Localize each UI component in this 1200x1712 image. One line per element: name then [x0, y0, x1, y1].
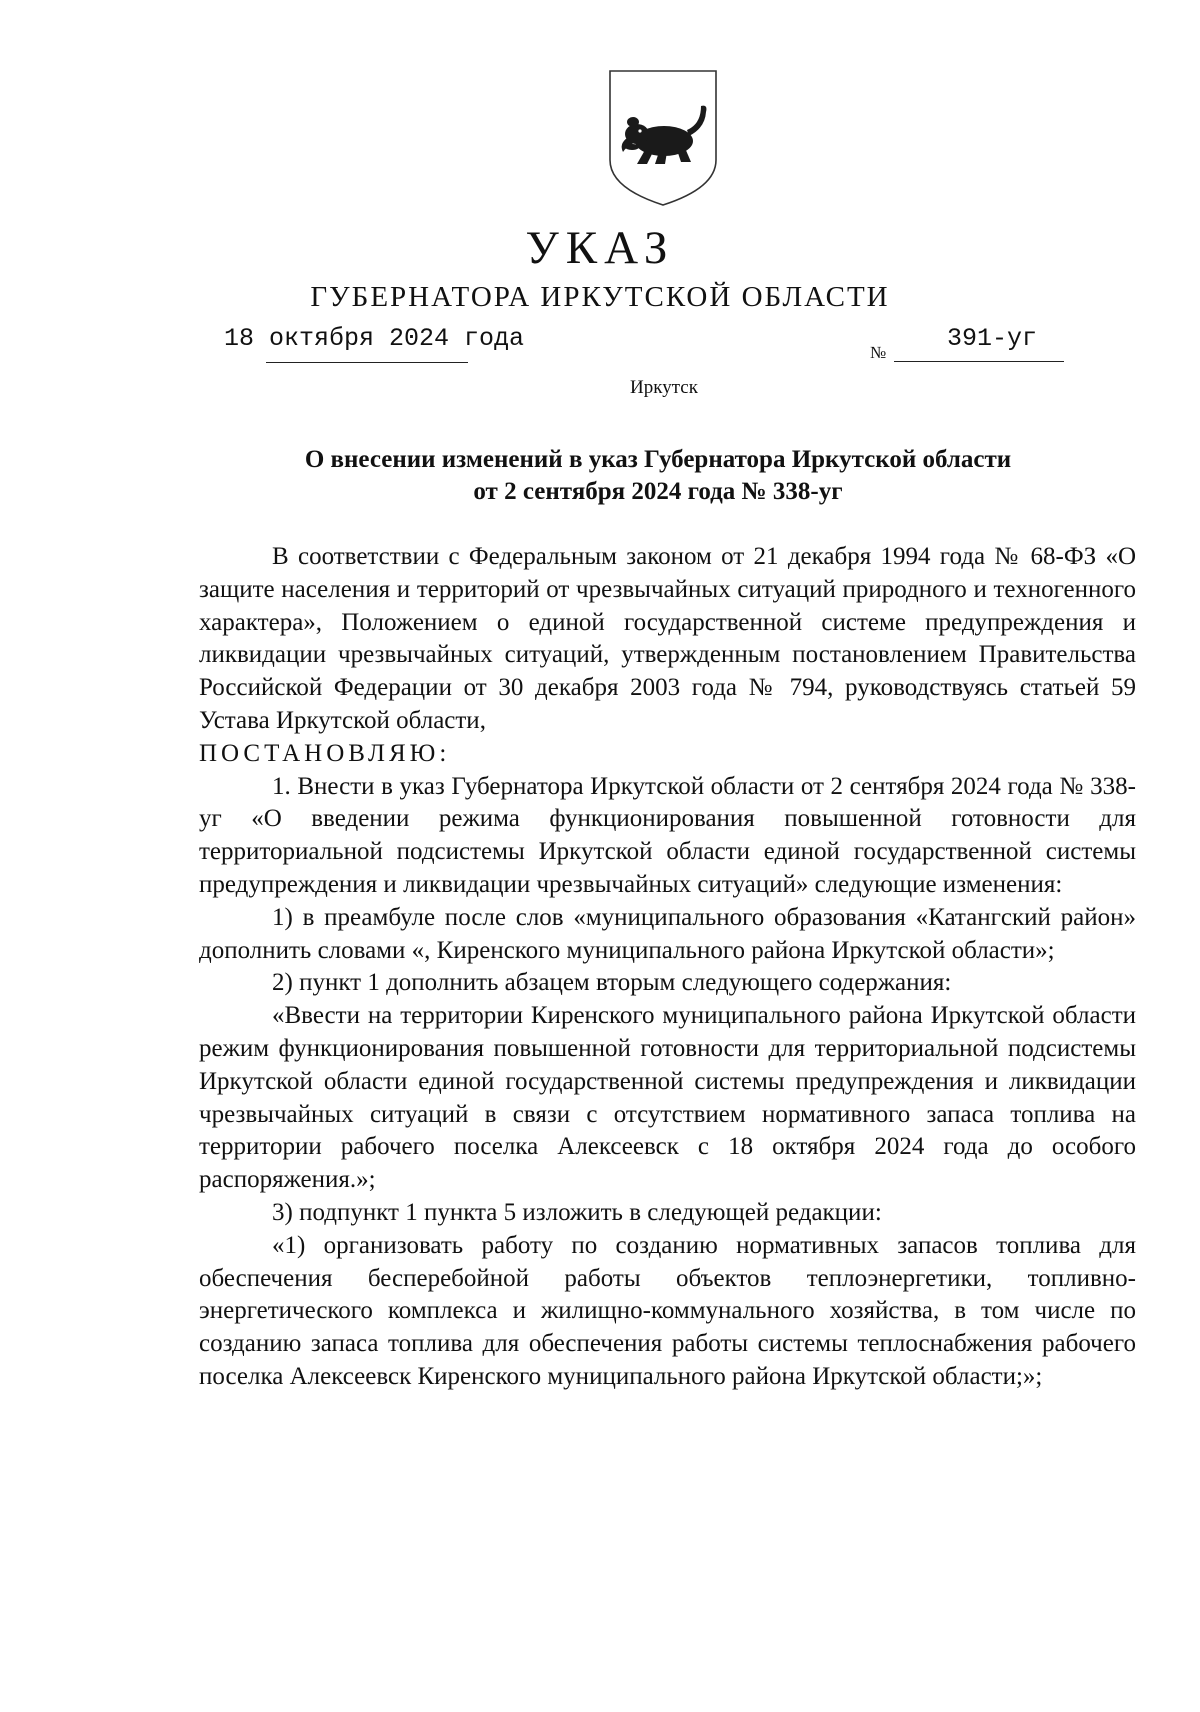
document-heading [0, 444, 1200, 508]
number-sign: № [870, 343, 887, 362]
subitem-2-text-paragraph: «Ввести на территории Киренского муниципального района Иркутской области режим функционирования повышенной готовности для территориальной подсистемы Иркутской области единой государственной системы предупреждения и ликвидации чрезвычайных ситуаций в связи с отсутствием нормативного запаса топлива на территории рабочего поселка Алексеевск с 18 октября 2024 года до особого распоряжения.»; [199, 1002, 1136, 1194]
subitem-2-paragraph: 2) пункт 1 дополнить абзацем вторым следующего содержания: [272, 969, 952, 997]
decree-date: 18 октября 2024 года [224, 324, 525, 353]
document-body [199, 541, 1136, 1394]
date-underline [266, 362, 468, 363]
subitem-3-paragraph: 3) подпункт 1 пункта 5 изложить в следующей редакции: [272, 1198, 882, 1226]
irkutsk-coat-of-arms-icon [607, 68, 719, 208]
heading-line-2: от 2 сентября 2024 года № 338-уг [473, 478, 843, 505]
subitem-1-paragraph: 1) в преамбуле после слов «муниципального образования «Катангский район» дополнить словами «, Киренского муниципального района Иркутской области»; [199, 903, 1136, 964]
number-underline [894, 361, 1064, 362]
decree-word: ПОСТАНОВЛЯЮ: [199, 739, 451, 767]
document-type: УКАЗ [525, 222, 675, 274]
decree-number: 391-уг [947, 324, 1038, 353]
issue-city: Иркутск [630, 377, 698, 398]
heading-line-1: О внесении изменений в указ Губернатора Иркутской области [304, 446, 1012, 473]
issuer-title: ГУБЕРНАТОРА ИРКУТСКОЙ ОБЛАСТИ [310, 281, 890, 313]
preamble-paragraph: В соответствии с Федеральным законом от 21 декабря 1994 года № 68-ФЗ «О защите населения и территорий от чрезвычайных ситуаций природного и техногенного характера», Положением о единой государственной системе предупреждения и ликвидации чрезвычайных ситуаций, утвержденным постановлением Правительства Российской Федерации от 30 декабря 2003 года № 794, руководствуясь статьей 59 Устава Иркутской области, [199, 543, 1136, 734]
item-1-paragraph: 1. Внести в указ Губернатора Иркутской области от 2 сентября 2024 года № 338-уг «О введении режима функционирования повышенной готовности для территориальной подсистемы Иркутской области единой государственной системы предупреждения и ликвидации чрезвычайных ситуаций» следующие изменения: [199, 772, 1136, 898]
subitem-3-text-paragraph: «1) организовать работу по созданию нормативных запасов топлива для обеспечения бесперебойной работы объектов теплоэнергетики, топливно-энергетического комплекса и жилищно-коммунального хозяйства, в том числе по созданию запаса топлива для обеспечения работы системы теплоснабжения рабочего поселка Алексеевск Киренского муниципального района Иркутской области;»; [199, 1231, 1136, 1390]
